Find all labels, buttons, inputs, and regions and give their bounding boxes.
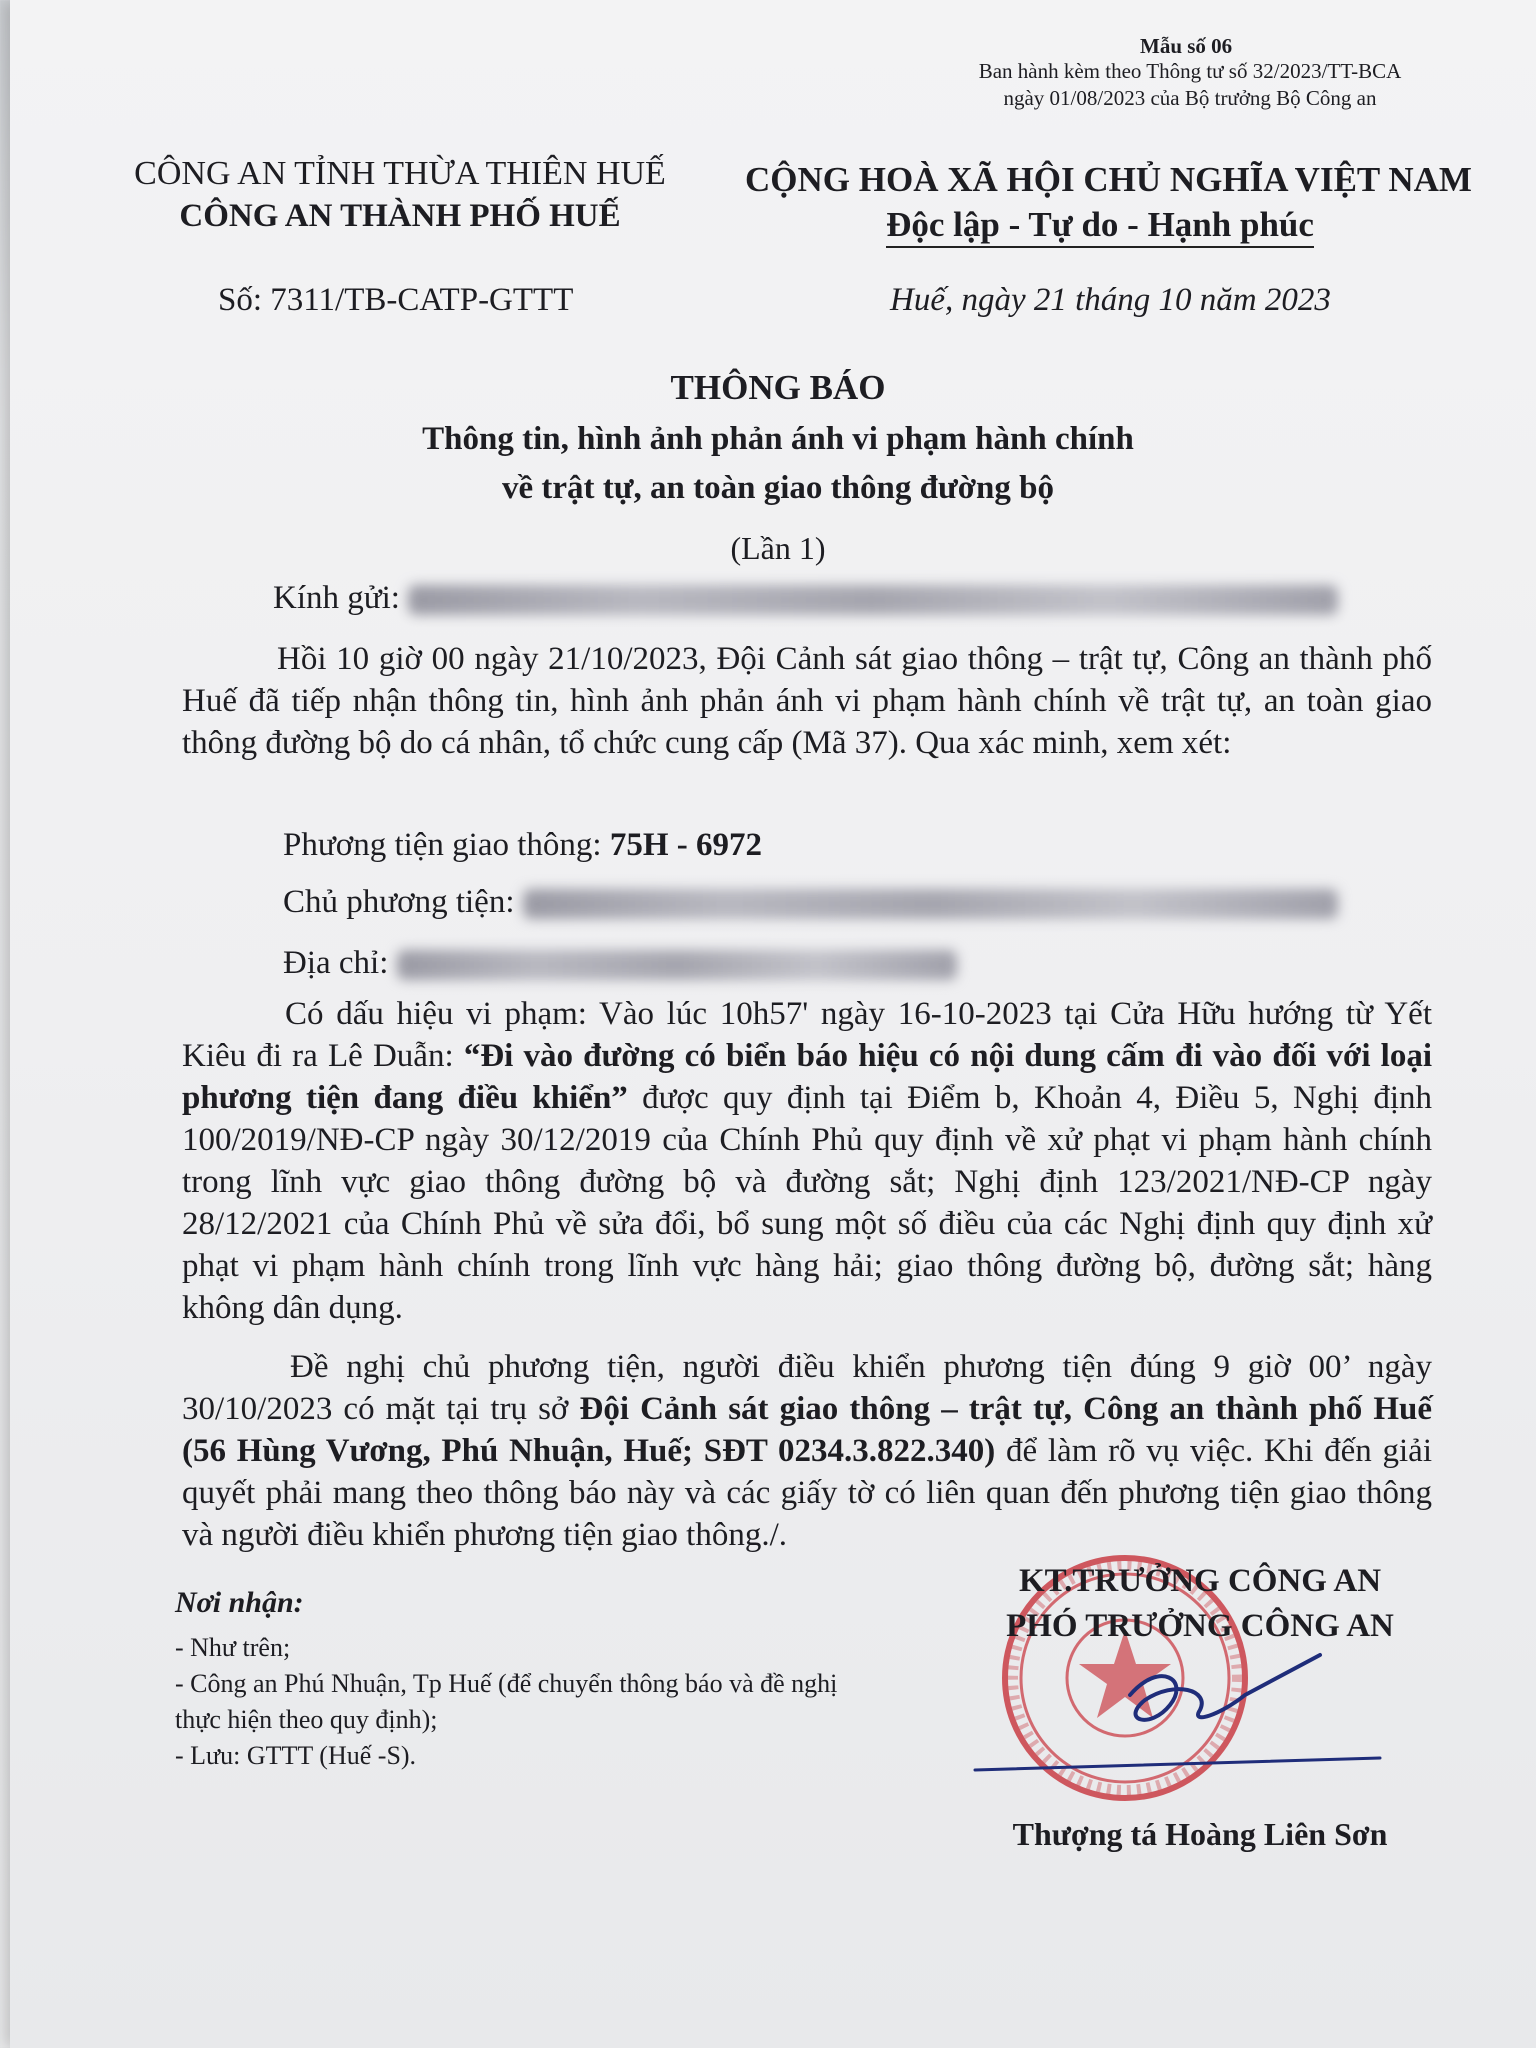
- recipients-heading: Nơi nhận:: [175, 1586, 304, 1619]
- issuance-note: [950, 58, 1430, 112]
- signatory-title-2: PHÓ TRƯỞNG CÔNG AN: [1006, 1608, 1394, 1644]
- document-subtitle-2: về trật tự, an toàn giao thông đường bộ: [501, 470, 1054, 506]
- document-date: Huế, ngày 21 tháng 10 năm 2023: [890, 282, 1331, 318]
- signature-icon: [960, 1600, 1390, 1800]
- request-text-2: để làm rõ vụ việc. Khi đến giải quyết phải mang theo thông báo này và các giấy tờ có liên quan đến phương tiện giao thông và người điều khiển phương tiện giao thông./.: [182, 1433, 1432, 1553]
- issuance-line-2: ngày 01/08/2023 của Bộ trưởng Bộ Công an: [1003, 86, 1377, 110]
- address-field: [283, 945, 957, 982]
- recipient-item: - Như trên;: [175, 1633, 291, 1662]
- vehicle-plate: 75H - 6972: [609, 827, 762, 863]
- parent-agency: CÔNG AN TỈNH THỪA THIÊN HUẾ: [134, 155, 666, 192]
- recipients-list: [175, 1630, 855, 1774]
- violation-text-1: Có dấu hiệu vi phạm: Vào lúc 10h57' ngày 16-10-2023 tại Cửa Hữu hướng từ Yết Kiêu đi ra Lê Duẫn:: [182, 996, 1432, 1074]
- violation-description: “Đi vào đường có biển báo hiệu có nội dung cấm đi vào đối với loại phương tiện đang điều khiển”: [182, 1038, 1433, 1116]
- signatory-title-1: KT.TRƯỞNG CÔNG AN: [1018, 1563, 1382, 1599]
- document-page: [10, 0, 1536, 2048]
- recipient-item: - Lưu: GTTT (Huế -S).: [175, 1741, 417, 1770]
- recipient-line: [273, 580, 1338, 617]
- national-title: CỘNG HOÀ XÃ HỘI CHỦ NGHĨA VIỆT NAM: [745, 160, 1472, 199]
- violation-text-2: được quy định tại Điểm b, Khoản 4, Điều 5, Nghị định 100/2019/NĐ-CP ngày 30/12/2019 của Chính Phủ quy định về xử phạt vi phạm hành chính trong lĩnh vực giao thông đường bộ và đường sắt; Nghị định 123/2021/NĐ-CP ngày 28/12/2021 của Chính Phủ về sửa đổi, bổ sung một số điều của các Nghị định quy định xử phạt vi phạm hành chính trong lĩnh vực hàng hải; giao thông đường bộ, đường sắt; hàng không dân dụng.: [182, 1080, 1432, 1326]
- vehicle-field: [283, 827, 762, 864]
- redacted-owner: [523, 889, 1338, 919]
- owner-field: [283, 884, 1338, 921]
- owner-label: Chủ phương tiện:: [283, 884, 515, 920]
- paragraph-request: [182, 1346, 1432, 1556]
- request-location: Đội Cảnh sát giao thông – trật tự, Công an thành phố Huế (56 Hùng Vương, Phú Nhuận, Huế; SĐT 0234.3.822.340): [182, 1391, 1432, 1469]
- paragraph-intro-text: Hồi 10 giờ 00 ngày 21/10/2023, Đội Cảnh sát giao thông – trật tự, Công an thành phố Huế đã tiếp nhận thông tin, hình ảnh phản ánh vi phạm hành chính về trật tự, an toàn giao thông đường bộ do cá nhân, tổ chức cung cấp (Mã 37). Qua xác minh, xem xét:: [182, 641, 1432, 761]
- recipient-label: Kính gửi:: [273, 580, 400, 616]
- paragraph-intro: [182, 638, 1432, 764]
- address-label: Địa chỉ:: [283, 945, 389, 981]
- signatory-name: Thượng tá Hoàng Liên Sơn: [1012, 1816, 1388, 1852]
- redacted-address: [397, 950, 957, 980]
- form-number: Mẫu số 06: [1140, 34, 1233, 58]
- vehicle-label: Phương tiện giao thông:: [283, 827, 610, 863]
- redacted-recipient: [408, 585, 1338, 615]
- document-subtitle-1: Thông tin, hình ảnh phản ánh vi phạm hành chính: [422, 421, 1134, 457]
- recipient-item: - Công an Phú Nhuận, Tp Huế (để chuyển thông báo và đề nghị thực hiện theo quy định);: [175, 1669, 838, 1734]
- notice-count: (Lần 1): [730, 530, 826, 566]
- document-title: THÔNG BÁO: [670, 368, 886, 407]
- national-motto: [745, 205, 1455, 245]
- document-number: Số: 7311/TB-CATP-GTTT: [218, 282, 574, 318]
- issuing-agency: CÔNG AN THÀNH PHỐ HUẾ: [179, 198, 621, 234]
- national-motto-text: Độc lập - Tự do - Hạnh phúc: [886, 205, 1314, 248]
- request-text-1: Đề nghị chủ phương tiện, người điều khiển phương tiện đúng 9 giờ 00’ ngày 30/10/2023 có mặt tại trụ sở: [182, 1349, 1432, 1427]
- issuance-line-1: Ban hành kèm theo Thông tư số 32/2023/TT-BCA: [978, 59, 1402, 83]
- paragraph-violation: [182, 993, 1432, 1329]
